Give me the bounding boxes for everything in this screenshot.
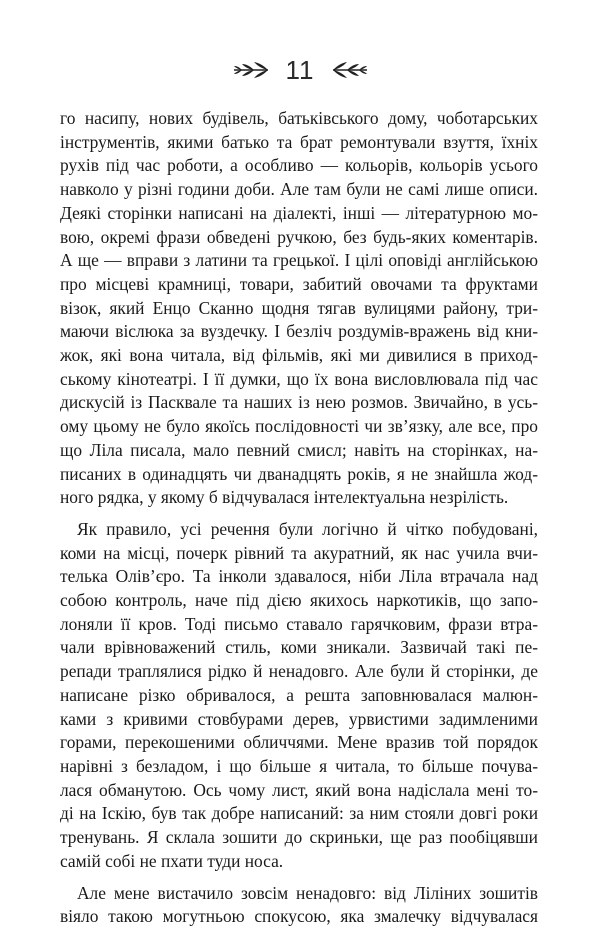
text-line: навколо у різні години доби. Але там були не самі лише описи.: [60, 179, 538, 200]
text-line: писаних в одинадцять чи дванадцять років, я не знайшла жод-: [60, 463, 538, 484]
paragraph: [60, 882, 538, 929]
text-line: ного рядка, у якому б відчувалася інтелектуальна незрілість.: [60, 487, 509, 508]
text-line: горами, перекошеними обличчями. Мене вразив той порядок: [60, 732, 538, 753]
floral-ornament-icon: [329, 59, 369, 81]
page-number: 11: [285, 55, 315, 85]
text-line: Деякі сторінки написані на діалекті, інші — літературною мо-: [60, 202, 538, 223]
text-line: дискусій із Пасквале та наших із нею розмов. Звичайно, в усь-: [60, 392, 538, 413]
text-line: ському кінотеатрі. І її думки, що їх вона висловлювала під час: [60, 368, 538, 389]
text-line: рухів під час роботи, а особливо — кольорів, кольорів усього: [60, 155, 538, 176]
text-line: про місцеві крамниці, товари, забитий овочами та фруктами: [60, 273, 538, 294]
body-text: [60, 107, 538, 929]
text-line: го насипу, нових будівель, батьківського дому, чоботарських: [60, 108, 538, 128]
text-line: жок, які вона читала, від фільмів, які ми дивилися в приход-: [60, 345, 538, 366]
page-header: [0, 50, 600, 90]
text-line: ками з кривими стовбурами дерев, урвистими задимленими: [60, 708, 538, 729]
text-line: маючи віслюка за вуздечку. І безліч роздумів-вражень від кни-: [60, 321, 538, 342]
text-line: що Ліла писала, мало певний смисл; навіть на сторінках, на-: [60, 439, 538, 460]
text-line: віяло такою могутньою спокусою, яка змалечку відчувалася: [60, 906, 538, 927]
text-line: коми на місці, почерк рівний та акуратний, як нас учила вчи-: [60, 542, 538, 563]
text-line: Але мене вистачило зовсім ненадовго: від Ліліних зошитів: [77, 882, 538, 903]
floral-ornament-icon: [232, 59, 272, 81]
text-line: Як правило, усі речення були логічно й чітко побудовані,: [77, 518, 538, 539]
text-line: візок, який Енцо Сканно щодня тягав вулицями району, три-: [60, 297, 538, 318]
paragraph: [60, 518, 538, 874]
text-line: чали врівноважений стиль, коми зникали. Зазвичай такі пе-: [60, 637, 538, 658]
text-line: інструментів, якими батько та брат ремонтували взуття, їхніх: [60, 131, 538, 152]
text-line: репади траплялися рідко й ненадовго. Але були й сторінки, де: [60, 661, 538, 682]
text-line: лоняли її кров. Тоді письмо ставало гарячковим, фрази втра-: [60, 613, 538, 634]
text-line: ому цьому не було якоїсь послідовності чи зв’язку, але все, про: [60, 416, 538, 437]
text-line: нарівні з безладом, і що більше я читала, то більше почува-: [60, 755, 538, 776]
text-line: А ще — вправи з латини та грецької. І цілі оповіді англійською: [60, 250, 538, 271]
text-line: самій собі не пхати туди носа.: [60, 850, 284, 871]
text-line: телька Олів’єро. Та інколи здавалося, ніби Ліла втрачала над: [60, 566, 538, 587]
text-line: написане різко обривалося, а решта заповнювалася малюн-: [60, 684, 538, 705]
text-line: тренувань. Я склала зошити до скриньки, ще раз пообіцявши: [60, 827, 538, 848]
text-line: собою контроль, наче під дією якихось наркотиків, що запо-: [60, 590, 538, 611]
text-line: вою, окремі фрази обведені ручкою, без будь-яких коментарів.: [60, 226, 538, 247]
text-line: лася обманутою. Ось чому лист, який вона надіслала мені то-: [60, 779, 538, 800]
paragraph: [60, 107, 538, 510]
text-line: ді на Іскію, був так добре написаний: за ним стояли довгі роки: [60, 803, 538, 824]
